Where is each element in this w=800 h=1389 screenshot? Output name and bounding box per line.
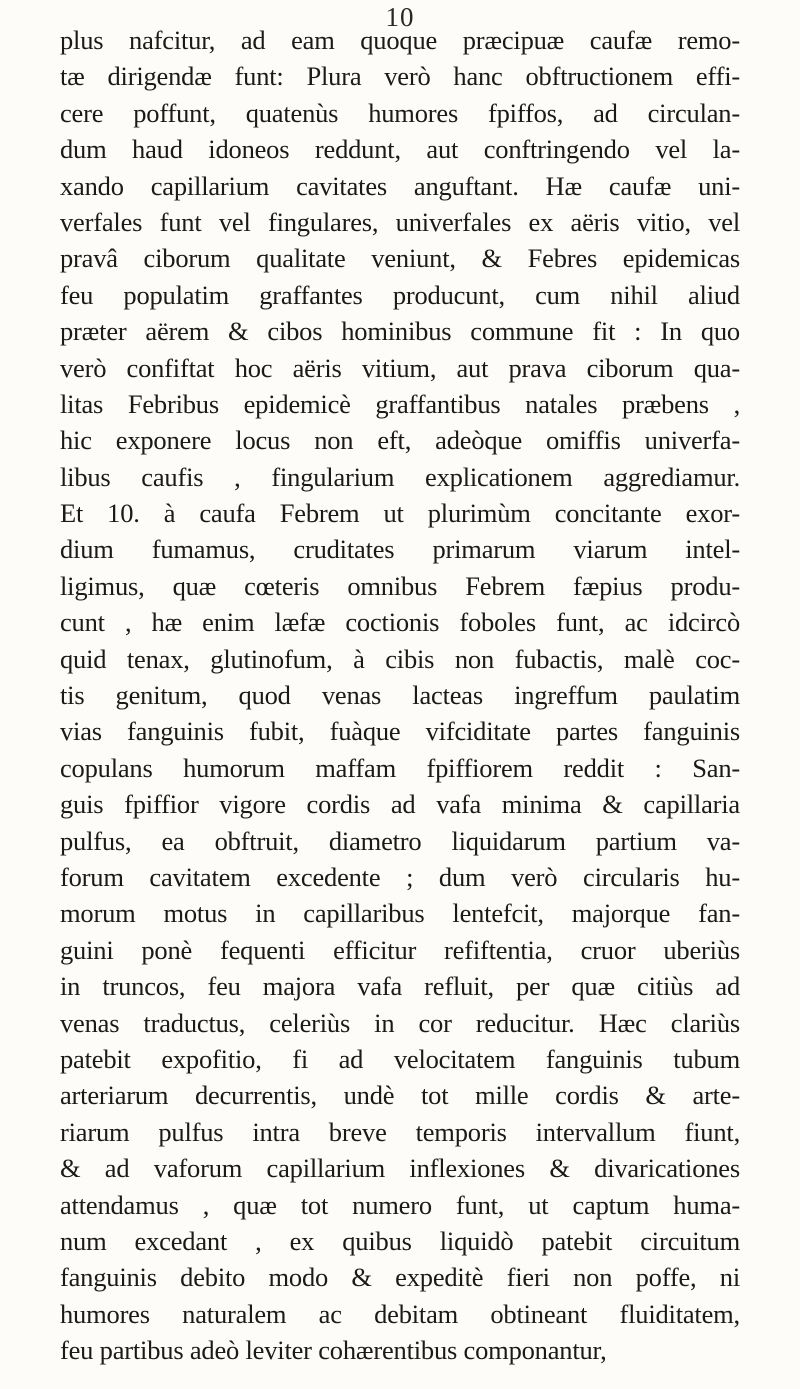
text-line: cere poffunt, quatenùs humores fpiffos, ad circulan-	[60, 97, 740, 128]
text-line: venas traductus, celeriùs in cor reducitur. Hæc clariùs	[60, 1007, 740, 1038]
text-line: patebit expofitio, fi ad velocitatem fanguinis tubum	[60, 1043, 740, 1074]
text-line: fanguinis debito modo & expeditè fieri non poffe, ni	[60, 1262, 740, 1293]
text-line: dum haud idoneos reddunt, aut conftringendo vel la-	[60, 134, 740, 165]
text-line: attendamus , quæ tot numero funt, ut captum huma-	[60, 1189, 740, 1220]
text-line: dium fumamus, cruditates primarum viarum intel-	[60, 534, 740, 565]
page-number: 10	[385, 2, 415, 32]
text-line: riarum pulfus intra breve temporis intervallum fiunt,	[60, 1116, 740, 1147]
text-line: guis fpiffior vigore cordis ad vafa minima & capillaria	[60, 789, 740, 820]
text-line: humores naturalem ac debitam obtineant fluiditatem,	[60, 1298, 740, 1329]
text-line: arteriarum decurrentis, undè tot mille cordis & arte-	[60, 1080, 740, 1111]
text-line: xando capillarium cavitates anguftant. Hæ caufæ uni-	[60, 170, 740, 201]
text-line: ligimus, quæ cœteris omnibus Febrem fæpius produ-	[60, 570, 740, 601]
text-line: litas Febribus epidemicè graffantibus natales præbens ,	[60, 388, 740, 419]
text-line: hic exponere locus non eft, adeòque omiffis univerfa-	[60, 425, 740, 456]
text-line: tæ dirigendæ funt: Plura verò hanc obftructionem effi-	[60, 61, 740, 92]
text-line: morum motus in capillaribus lentefcit, majorque fan-	[60, 898, 740, 929]
body-text	[60, 22, 740, 1368]
text-line: pulfus, ea obftruit, diametro liquidarum partium va-	[60, 825, 740, 856]
text-line: quid tenax, glutinofum, à cibis non fubactis, malè coc-	[60, 643, 740, 674]
text-line: vias fanguinis fubit, fuàque vifciditate partes fanguinis	[60, 716, 740, 747]
text-line: tis genitum, quod venas lacteas ingreffum paulatim	[60, 680, 740, 711]
text-line: feu partibus adeò leviter cohærentibus componantur,	[60, 1335, 607, 1366]
text-line: libus caufis , fingularium explicationem aggrediamur.	[60, 461, 740, 492]
text-line: feu populatim graffantes producunt, cum nihil aliud	[60, 279, 740, 310]
text-line: Et 10. à caufa Febrem ut plurimùm concitante exor-	[60, 498, 740, 529]
text-line: præter aërem & cibos hominibus commune fit : In quo	[60, 316, 740, 347]
text-line: plus nafcitur, ad eam quoque præcipuæ caufæ remo-	[60, 25, 740, 55]
text-line: & ad vaforum capillarium inflexiones & divaricationes	[60, 1153, 740, 1184]
text-line: copulans humorum maffam fpiffiorem reddit : San-	[60, 752, 740, 783]
text-line: verò confiftat hoc aëris vitium, aut prava ciborum qua-	[60, 352, 740, 383]
text-line: cunt , hæ enim læfæ coctionis foboles funt, ac idcircò	[60, 607, 740, 638]
text-line: in truncos, feu majora vafa refluit, per quæ citiùs ad	[60, 971, 740, 1002]
text-line: verfales funt vel fingulares, univerfales ex aëris vitio, vel	[60, 206, 740, 237]
text-line: forum cavitatem excedente ; dum verò circularis hu-	[60, 861, 740, 892]
text-line: num excedant , ex quibus liquidò patebit circuitum	[60, 1225, 740, 1256]
text-line: guini ponè fequenti efficitur refiftentia, cruor uberiùs	[60, 934, 740, 965]
text-line: pravâ ciborum qualitate veniunt, & Febres epidemicas	[60, 243, 740, 274]
